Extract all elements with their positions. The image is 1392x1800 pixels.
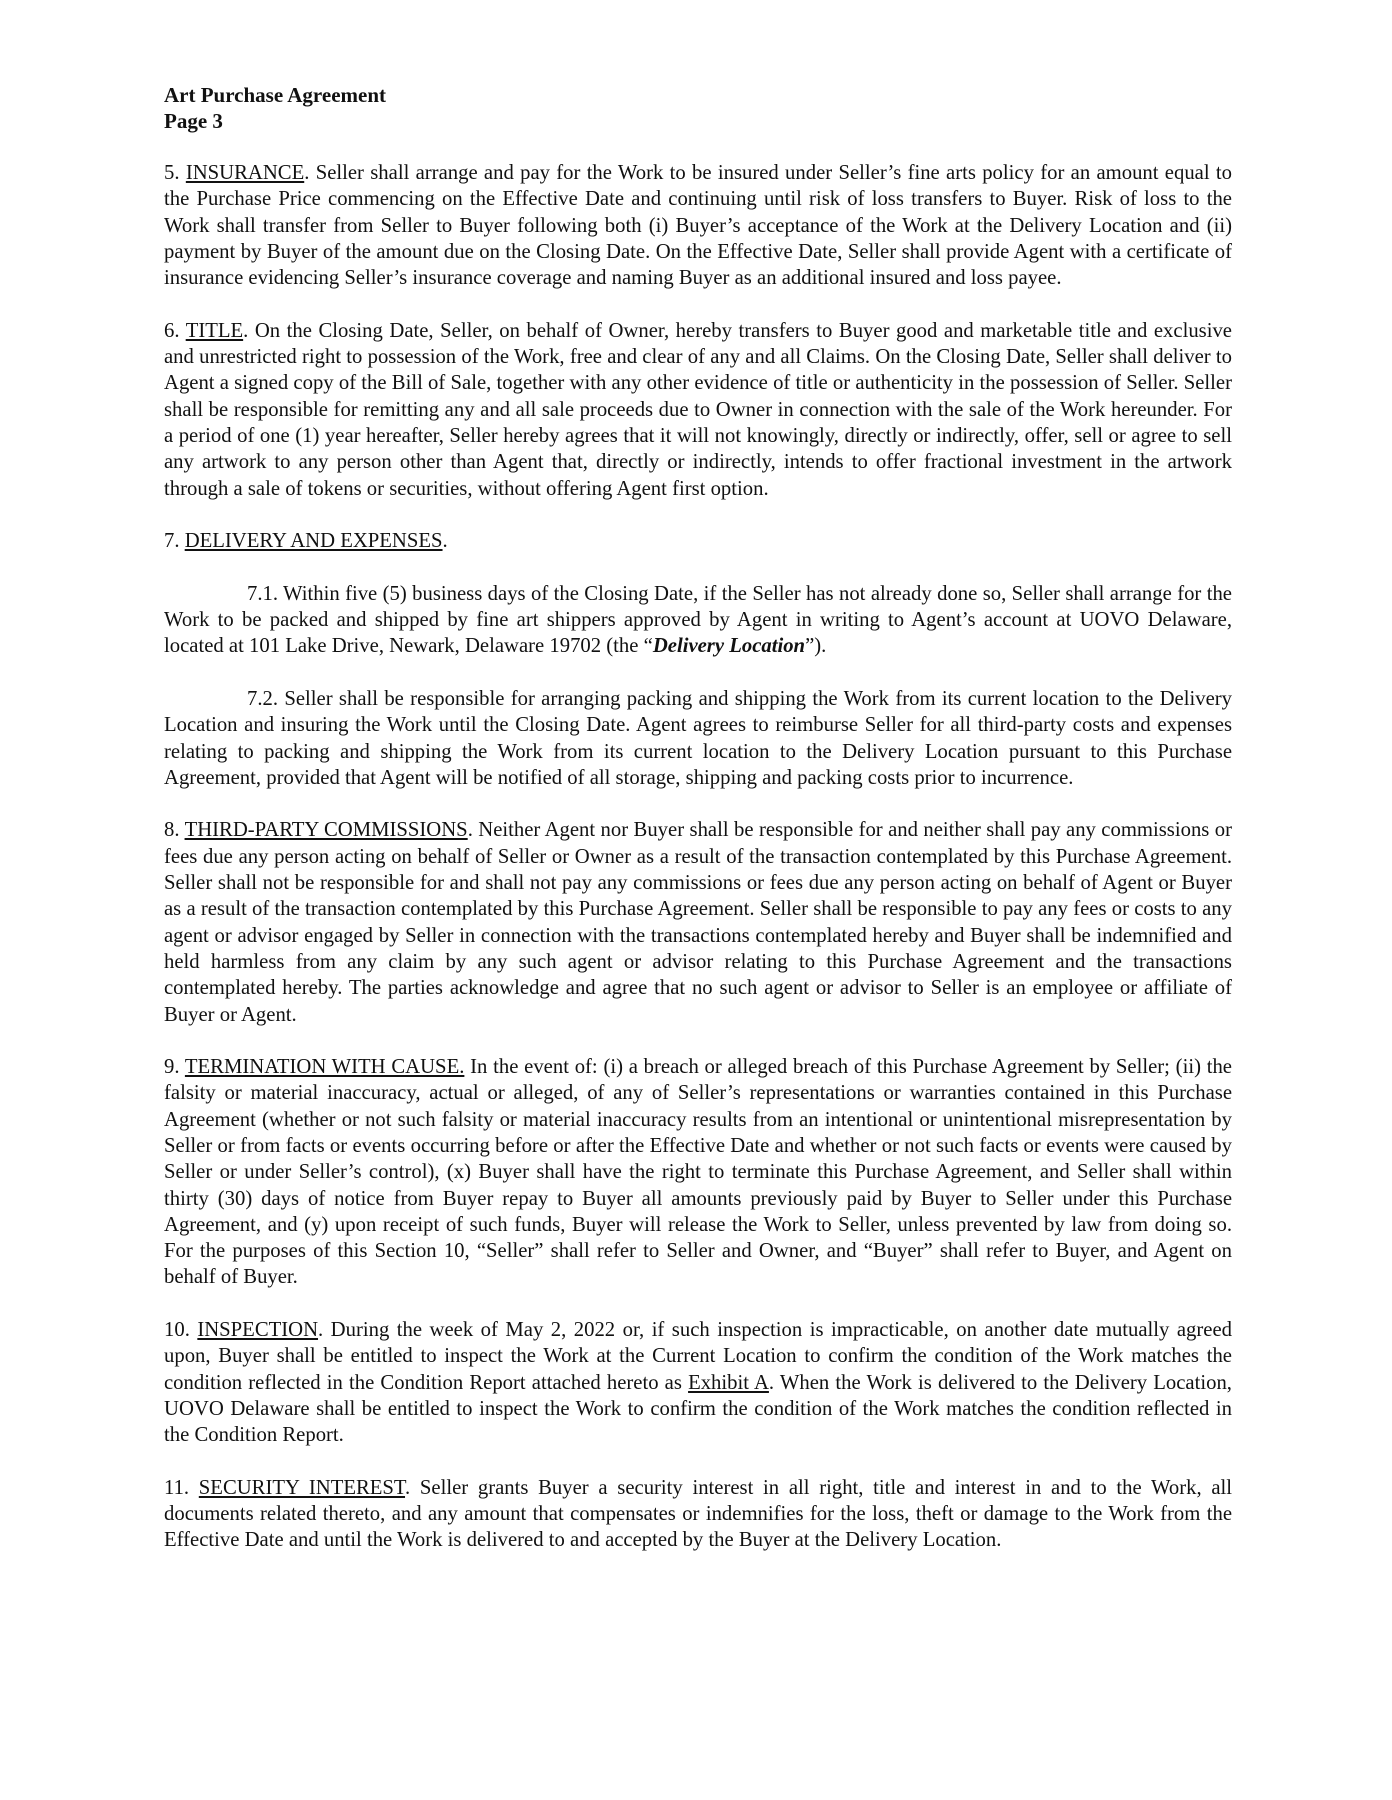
section-6-title bbox=[164, 318, 1232, 502]
section-7-2 bbox=[164, 686, 1232, 791]
section-text: 7.1. Within five (5) business days of the Closing Date, if the Seller has not already done so, Seller shall arrange for the Work to be packed and shipped by fine art shippers approved by Agent in writing to Agent’s account at UOVO Delaware, located at 101 Lake Drive, Newark, Delaware 19702 (the “ bbox=[164, 582, 1232, 658]
section-number: 5. bbox=[164, 162, 186, 184]
section-heading: DELIVERY AND EXPENSES bbox=[184, 530, 443, 553]
document-page bbox=[164, 82, 1232, 1554]
section-text: . Neither Agent nor Buyer shall be responsible for and neither shall pay any commissions or fees due any person acting on behalf of Seller or Owner as a result of the transaction contemplated by this Purchase Agreement. Seller shall not be responsible for and shall not pay any commissions or fees due any person acting on behalf of Agent or Buyer as a result of the transaction contemplated by this Purchase Agreement. Seller shall be responsible to pay any fees or costs to any agent or advisor engaged by Seller in connection with the transactions contemplated hereby and Buyer shall be indemnified and held harmless from any claim by any such agent or advisor relating to this Purchase Agreement and the transactions contemplated hereby. The parties acknowledge and agree that no such agent or advisor to Seller is an employee or affiliate of Buyer or Agent. bbox=[164, 819, 1232, 1026]
section-heading: INSPECTION bbox=[197, 1319, 319, 1342]
section-10-inspection bbox=[164, 1317, 1232, 1448]
section-heading: SECURITY INTEREST bbox=[198, 1476, 406, 1499]
section-tail: ”). bbox=[805, 635, 827, 658]
section-number: 6. bbox=[164, 319, 186, 342]
section-tail: . bbox=[442, 530, 448, 553]
section-number: 11. bbox=[164, 1476, 199, 1499]
page-header bbox=[164, 82, 1232, 134]
section-text: . On the Closing Date, Seller, on behalf of Owner, hereby transfers to Buyer good and marketable title and exclusive and unrestricted right to possession of the Work, free and clear of any and all Claims. On the Closing Date, Seller shall deliver to Agent a signed copy of the Bill of Sale, together with any other evidence of title or authenticity in the possession of Seller. Seller shall be responsible for remitting any and all sale proceeds due to Owner in connection with the sale of the Work hereunder. For a period of one (1) year hereafter, Seller hereby agrees that it will not knowingly, directly or indirectly, offer, sell or agree to sell any artwork to any person other than Agent that, directly or indirectly, intends to offer fractional investment in the artwork through a sale of tokens or securities, without offering Agent first option. bbox=[164, 319, 1232, 500]
section-text: In the event of: (i) a breach or alleged breach of this Purchase Agreement by Seller; (ii) the falsity or material inaccuracy, actual or alleged, of any of Seller’s representations or warranties contained in this Purchase Agreement (whether or not such falsity or material inaccuracy results from an intentional or unintentional misrepresentation by Seller or from facts or events occurring before or after the Effective Date and whether or not such facts or events were caused by Seller or under Seller’s control), (x) Buyer shall have the right to terminate this Purchase Agreement, and Seller shall within thirty (30) days of notice from Buyer repay to Buyer all amounts previously paid by Buyer to Seller under this Purchase Agreement, and (y) upon receipt of such funds, Buyer will release the Work to Seller, unless prevented by law from doing so. For the purposes of this Section 10, “Seller” shall refer to Seller and Owner, and “Buyer” shall refer to Buyer, and Agent on behalf of Buyer. bbox=[164, 1056, 1232, 1289]
section-heading: TITLE bbox=[185, 319, 244, 342]
exhibit-reference: Exhibit A bbox=[688, 1371, 769, 1394]
section-text: . During the week of May 2, 2022 or, if such inspection is impracticable, on another date mutually agreed upon, Buyer shall be entitled to inspect the Work at the Current Location to confirm the condition of the Work matches the condition reflected in the Condition Report attached hereto as bbox=[164, 1319, 1233, 1394]
defined-term: Delivery Location bbox=[652, 635, 806, 658]
section-9-termination bbox=[164, 1054, 1232, 1291]
section-number: 7. bbox=[164, 530, 185, 553]
section-number: 8. bbox=[164, 819, 185, 842]
section-number: 10. bbox=[164, 1319, 198, 1342]
section-heading: THIRD-PARTY COMMISSIONS bbox=[184, 819, 468, 842]
section-text: . Seller shall arrange and pay for the Work to be insured under Seller’s fine arts policy for an amount equal to the Purchase Price commencing on the Effective Date and continuing until risk of loss transfers to Buyer. Risk of loss to the Work shall transfer from Seller to Buyer following both (i) Buyer’s acceptance of the Work at the Delivery Location and (ii) payment by Buyer of the amount due on the Closing Date. On the Effective Date, Seller shall provide Agent with a certificate of insurance evidencing Seller’s insurance coverage and naming Buyer as an additional insured and loss payee. bbox=[164, 162, 1233, 290]
section-11-security-interest bbox=[164, 1475, 1232, 1554]
document-title: Art Purchase Agreement bbox=[164, 83, 386, 107]
page-number: Page 3 bbox=[164, 109, 223, 133]
section-8-commissions bbox=[164, 817, 1232, 1027]
section-tail: . When the Work is delivered to the Delivery Location, UOVO Delaware shall be entitled to inspect the Work to confirm the condition of the Work matches the condition reflected in the Condition Report. bbox=[164, 1371, 1232, 1447]
section-7-delivery bbox=[164, 528, 1232, 554]
section-7-1 bbox=[164, 581, 1232, 660]
section-text: 7.2. Seller shall be responsible for arranging packing and shipping the Work from its current location to the Delivery Location and insuring the Work until the Closing Date. Agent agrees to reimburse Seller for all third-party costs and expenses relating to packing and shipping the Work from its current location to the Delivery Location pursuant to this Purchase Agreement, provided that Agent will be notified of all storage, shipping and packing costs prior to incurrence. bbox=[164, 687, 1232, 789]
section-heading: TERMINATION WITH CAUSE. bbox=[184, 1056, 465, 1079]
section-number: 9. bbox=[164, 1056, 185, 1079]
section-5-insurance bbox=[164, 160, 1232, 291]
section-text: . Seller grants Buyer a security interest in all right, title and interest in and to the Work, all documents related thereto, and any amount that compensates or indemnifies for the loss, theft or damage to the Work from the Effective Date and until the Work is delivered to and accepted by the Buyer at the Delivery Location. bbox=[164, 1476, 1232, 1552]
section-heading: INSURANCE bbox=[185, 162, 305, 184]
